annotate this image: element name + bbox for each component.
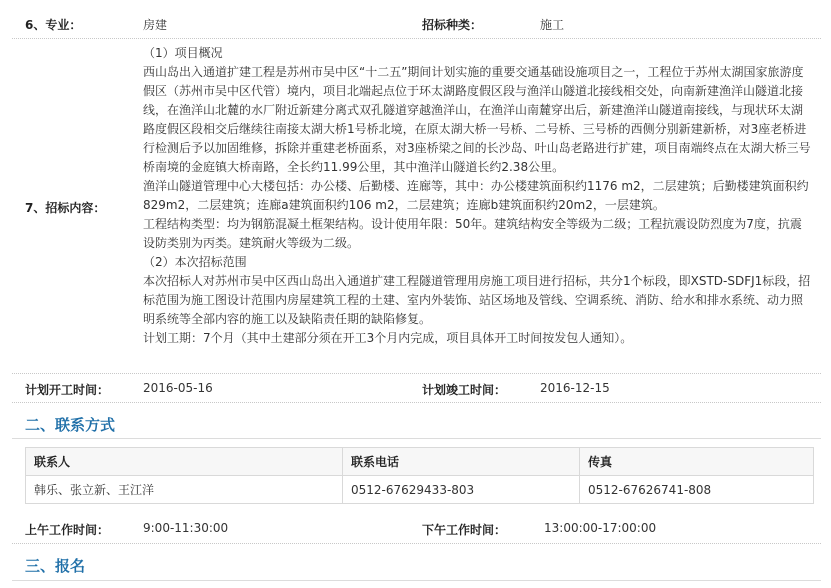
field-value-pm-hours: 13:00:00-17:00:00	[544, 521, 657, 535]
section-title-contact: 二、联系方式	[25, 416, 116, 434]
cell-contact-person: 韩乐、张立新、王江洋	[26, 476, 343, 504]
section-title-signup: 三、报名	[25, 557, 86, 575]
row-divider	[12, 373, 821, 374]
content-paragraph: 西山岛出入通道扩建工程是苏州市吴中区“十二五”期间计划实施的重要交通基础设施项目之一，工程位于苏州太湖国家旅游度假区（苏州市吴中区代管）境内，项目北端起点位于环太湖路度假区段与渔洋山隧道北接线相交处，向南新建渔洋山隧道北接线，在渔洋山北麓的水厂附近新建分离式双孔隧道穿越渔洋山，在渔洋山南麓穿出后，新建渔洋山隧道南接线，与现状环太湖路度假区段相交后继续往南接太湖大桥1号桥北境，在原太湖大桥一号桥、二号桥、三号桥的西侧分别新建新桥，对3座老桥进行检测后予以加固维修，拆除并重建老桥面系，对3座桥梁之间的长沙岛、叶山岛老路进行扩建，项目南端终点在太湖大桥三号桥南境的金庭镇大桥南路，全长约11.99公里，其中渔洋山隧道长约2.38公里。	[143, 65, 811, 174]
field-value-bid-type: 施工	[540, 18, 565, 32]
content-heading-scope: （2）本次招标范围	[143, 255, 247, 269]
table-header-phone: 联系电话	[343, 448, 580, 476]
content-paragraph: 本次招标人对苏州市吴中区西山岛出入通道扩建工程隧道管理用房施工项目进行招标，共分1个标段，即XSTD-SDFJ1标段，招标范围为施工图设计范围内房屋建筑工程的土建、室内外装饰、站区场地及管线、空调系统、消防、给水和排水系统、动力照明系统等全部内容的施工以及缺陷责任期的缺陷修复。	[143, 274, 811, 326]
content-paragraph: 渔洋山隧道管理中心大楼包括：办公楼、后勤楼、连廊等，其中：办公楼建筑面积约1176 m2，二层建筑；后勤楼建筑面积约829m2，二层建筑；连廊a建筑面积约106 m2，二层建筑；连廊b建筑面积约20m2，一层建筑。	[143, 179, 809, 212]
field-value-am-hours: 9:00-11:30:00	[143, 521, 229, 535]
field-label-bid-content: 7、招标内容：	[25, 201, 106, 215]
content-paragraph: 计划工期：7个月（其中土建部分须在开工3个月内完成，项目具体开工时间按发包人通知）。	[143, 331, 633, 345]
field-value-specialty: 房建	[143, 18, 168, 32]
table-header-row	[26, 448, 814, 476]
table-row	[26, 476, 814, 504]
field-label-end-date: 计划竣工时间：	[422, 383, 507, 397]
field-value-end-date: 2016-12-15	[540, 381, 610, 395]
table-header-fax: 传真	[580, 448, 814, 476]
section-divider	[12, 438, 821, 439]
field-label-start-date: 计划开工时间：	[25, 383, 110, 397]
table-header-contact-person: 联系人	[26, 448, 343, 476]
content-paragraph: 工程结构类型：均为钢筋混凝土框架结构。设计使用年限：50年。建筑结构安全等级为二级；工程抗震设防烈度为7度，抗震设防类别为丙类。建筑耐火等级为二级。	[143, 217, 802, 250]
field-value-start-date: 2016-05-16	[143, 381, 213, 395]
cell-phone: 0512-67629433-803	[343, 476, 580, 504]
row-divider	[12, 38, 821, 39]
cell-fax: 0512-67626741-808	[580, 476, 814, 504]
contact-table	[25, 447, 814, 504]
field-label-pm-hours: 下午工作时间：	[422, 523, 507, 537]
field-label-bid-type: 招标种类：	[422, 18, 483, 32]
row-divider	[12, 543, 821, 544]
row-divider	[12, 402, 821, 403]
content-heading-overview: （1）项目概况	[143, 46, 223, 60]
bid-content-text	[143, 44, 811, 348]
field-label-am-hours: 上午工作时间：	[25, 523, 110, 537]
field-label-specialty: 6、专业：	[25, 18, 82, 32]
section-divider	[12, 580, 821, 581]
